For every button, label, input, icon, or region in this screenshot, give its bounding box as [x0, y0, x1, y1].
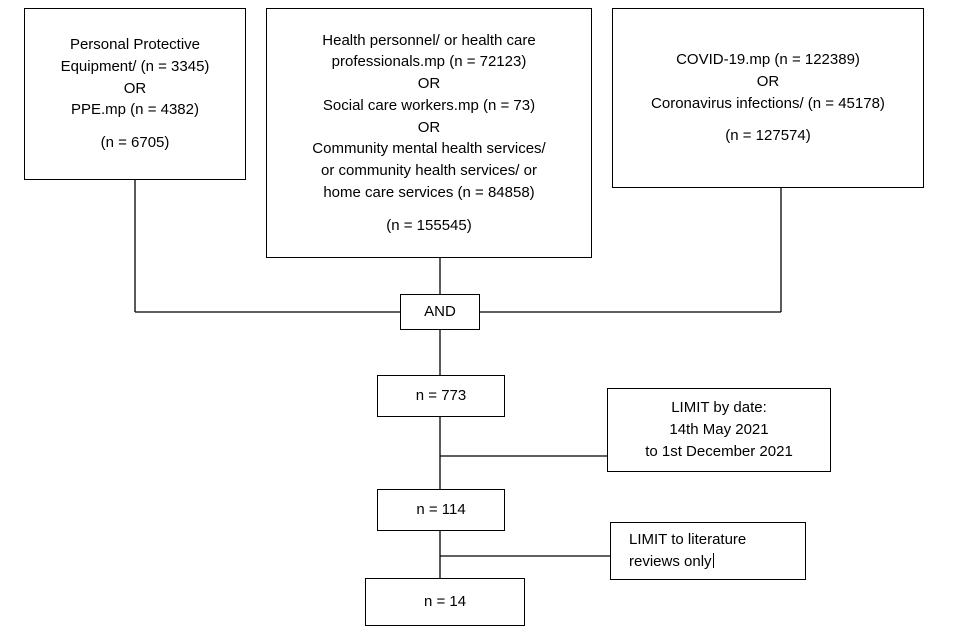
box-line	[629, 551, 714, 573]
box-line: Community mental health services/	[312, 140, 546, 158]
box-line-total: (n = 127574)	[725, 127, 811, 145]
text-cursor	[713, 553, 714, 568]
box-line: to 1st December 2021	[645, 442, 793, 460]
box-line: LIMIT to literature	[629, 531, 747, 549]
box-line-total: (n = 155545)	[386, 216, 472, 234]
limit-box-reviews	[610, 522, 806, 580]
box-line: home care services (n = 84858)	[323, 183, 535, 201]
result-box-n14	[365, 578, 525, 626]
box-line: LIMIT by date:	[671, 399, 767, 417]
box-line: OR	[417, 118, 441, 136]
box-line: 14th May 2021	[669, 421, 769, 439]
result-box-n114	[377, 489, 505, 531]
operator-box-and	[400, 294, 480, 330]
box-line: n = 114	[416, 501, 466, 519]
box-line-total: (n = 6705)	[100, 134, 170, 152]
box-line: Equipment/ (n = 3345)	[60, 57, 210, 75]
box-line: Social care workers.mp (n = 73)	[322, 96, 536, 114]
box-line: Health personnel/ or health care	[322, 31, 536, 49]
box-line: professionals.mp (n = 72123)	[331, 53, 527, 71]
box-line: AND	[424, 303, 456, 321]
box-line: COVID-19.mp (n = 122389)	[676, 51, 860, 68]
box-line: Coronavirus infections/ (n = 45178)	[651, 94, 885, 112]
box-line: n = 773	[415, 387, 467, 405]
limit-box-date	[607, 388, 831, 472]
box-line: OR	[417, 75, 441, 93]
search-term-box-covid	[612, 8, 924, 188]
box-line: Personal Protective	[69, 36, 201, 54]
box-line: or community health services/ or	[321, 162, 537, 180]
result-box-n773	[377, 375, 505, 417]
search-term-box-personnel	[266, 8, 592, 258]
box-line-text: reviews only	[629, 553, 712, 570]
box-line: PPE.mp (n = 4382)	[71, 101, 199, 119]
box-line: n = 14	[423, 593, 467, 611]
search-term-box-ppe	[24, 8, 246, 180]
box-line: OR	[756, 72, 780, 90]
box-line: OR	[123, 79, 147, 97]
